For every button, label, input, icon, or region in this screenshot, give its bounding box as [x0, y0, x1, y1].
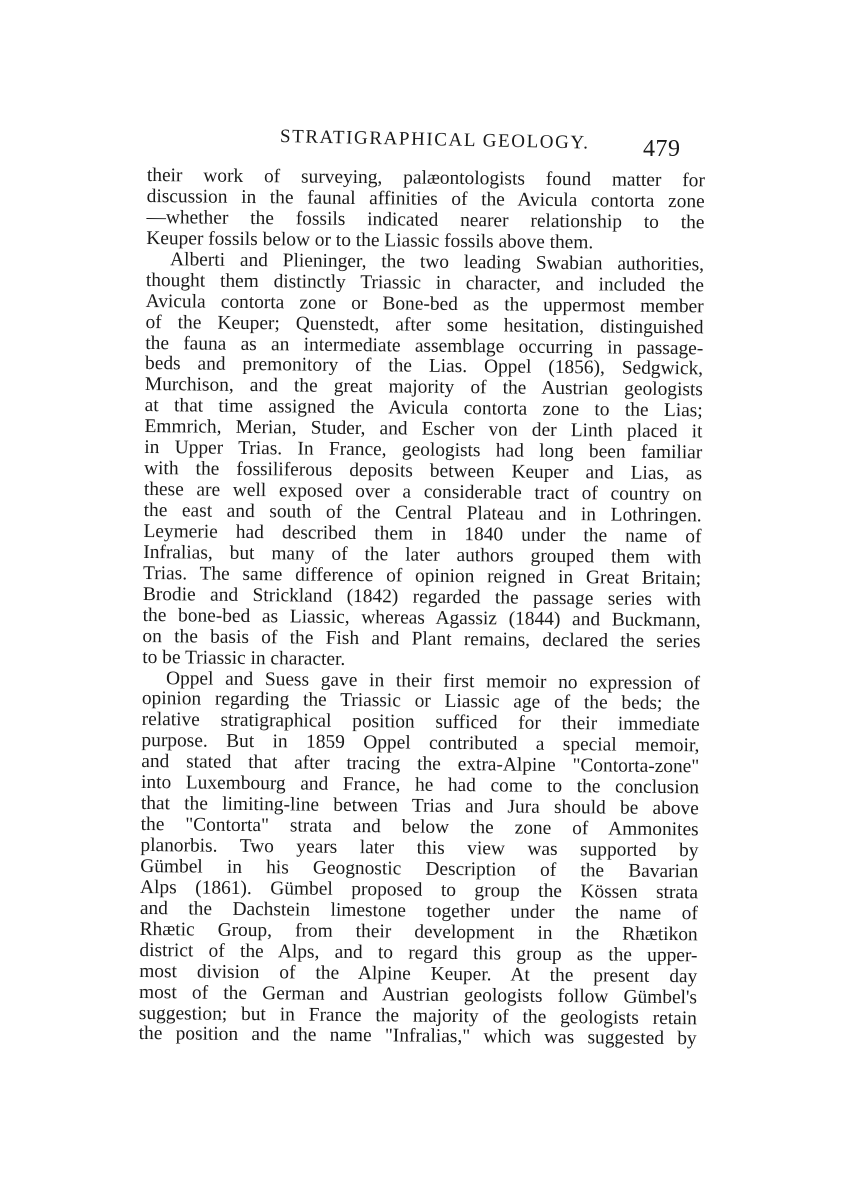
text-line: Keuper fossils below or to the Liassic fossils above them. [146, 227, 594, 254]
text-line: Murchison, and the great majority of the Austrian geologists [144, 374, 703, 401]
text-line: the east and south of the Central Plateau and in Lothringen. [143, 499, 702, 527]
text-line: the fauna as an intermediate assemblage occurring in passage- [145, 332, 704, 359]
text-line: district of the Alps, and to regard this group as the upper- [139, 939, 698, 967]
text-line: beds and premonitory of the Lias. Oppel (1856), Sedgwick, [144, 353, 704, 380]
text-line: the bone-bed as Liassic, whereas Agassiz (1844) and Buckmann, [142, 604, 701, 632]
text-line: planorbis. Two years later this view was supported by [140, 834, 699, 862]
text-line: of the Keuper; Quenstedt, after some hesitation, distinguished [145, 311, 704, 338]
text-line: Rhætic Group, from their development in the Rhætikon [139, 918, 698, 946]
text-line: discussion in the faunal affinities of the Avicula contorta zone [146, 185, 705, 213]
text-line: on the basis of the Fish and Plant remains, declared the series [142, 625, 701, 652]
text-line: most division of the Alpine Keuper. At the present day [139, 960, 698, 987]
body-text [139, 166, 705, 1051]
text-line: and the Dachstein limestone together under the name of [139, 897, 698, 925]
text-line: Infralias, but many of the later authors grouped them with [143, 541, 702, 569]
running-title: STRATIGRAPHICAL GEOLOGY. [279, 126, 590, 154]
text-line: to be Triassic in character. [142, 646, 346, 670]
text-line: Alps (1861). Gümbel proposed to group the Kössen strata [139, 876, 699, 904]
text-line: Trias. The same difference of opinion reigned in Great Britain; [142, 562, 702, 590]
text-line: into Luxembourg and France, he had come to the conclusion [140, 772, 700, 799]
page-number: 479 [643, 136, 681, 162]
text-line: their work of surveying, palæontologists found matter for [146, 165, 705, 192]
text-line: Alberti and Plieninger, the two leading Swabian authorities, [170, 248, 705, 276]
text-line: that the limiting-line between Trias and Jura should be above [140, 793, 699, 820]
text-line: in Upper Trias. In France, geologists had long been familiar [144, 437, 703, 464]
text-line: these are well exposed over a considerable tract of country on [143, 479, 702, 506]
text-line: opinion regarding the Triassic or Liassic age of the beds; the [141, 688, 700, 715]
text-line: Oppel and Suess gave in their first memoir no expression of [165, 667, 701, 694]
text-line: Leymerie had described them in 1840 under the name of [143, 520, 702, 548]
text-line: Avicula contorta zone or Bone-bed as the uppermost member [145, 290, 704, 317]
text-line: Brodie and Strickland (1842) regarded the passage series with [142, 583, 701, 611]
text-line: the position and the name "Infralias," which was suggested by [138, 1023, 697, 1050]
text-line: purpose. But in 1859 Oppel contributed a special memoir, [141, 730, 700, 757]
text-line: suggestion; but in France the majority of the geologists retain [138, 1002, 697, 1029]
text-line: relative stratigraphical position sufficed for their immediate [141, 709, 700, 736]
text-line: the "Contorta" strata and below the zone of Ammonites [140, 814, 699, 841]
text-line: thought them distinctly Triassic in character, and included the [145, 269, 704, 297]
text-line: Emmrich, Merian, Studer, and Escher von der Linth placed it [144, 416, 703, 443]
text-line: most of the German and Austrian geologists follow Gümbel's [138, 981, 698, 1008]
text-line: Gümbel in his Geognostic Description of the Bavarian [140, 855, 699, 883]
text-line: —whether the fossils indicated nearer relationship to the [146, 206, 705, 234]
text-line: with the fossiliferous deposits between Keuper and Lias, as [143, 458, 703, 485]
text-line: at that time assigned the Avicula contorta zone to the Lias; [144, 395, 703, 422]
text-line: and stated that after tracing the extra-Alpine "Contorta-zone" [141, 751, 700, 778]
